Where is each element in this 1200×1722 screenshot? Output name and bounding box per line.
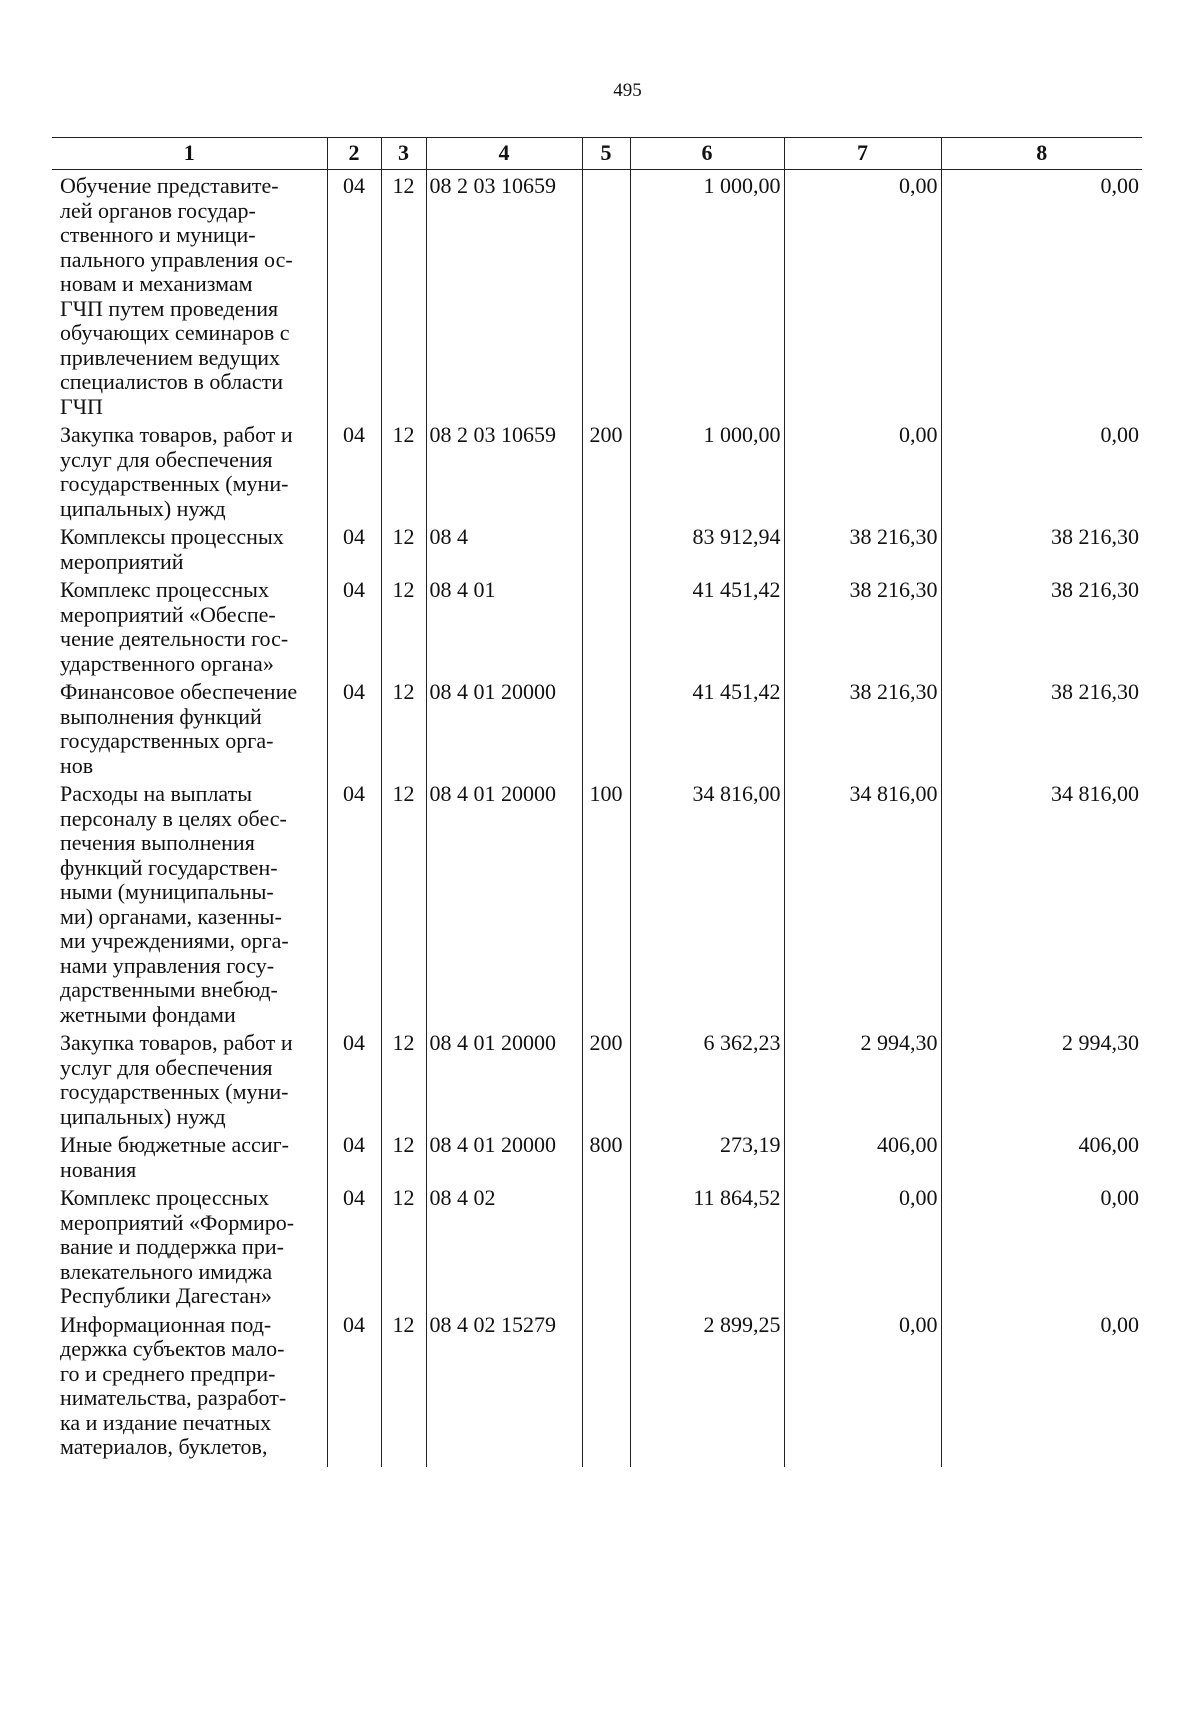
row-amount-col7: 406,00: [784, 1129, 941, 1182]
row-section-code: 04: [327, 778, 381, 1027]
row-amount-col6: 41 451,42: [630, 574, 784, 676]
row-amount-col7: 38 216,30: [784, 521, 941, 574]
row-amount-col6: 83 912,94: [630, 521, 784, 574]
row-subsection-code: 12: [381, 1129, 426, 1182]
row-name: Финансовое обеспечение выполнения функций государственных орга- нов: [60, 679, 298, 778]
row-amount-col6: 41 451,42: [630, 676, 784, 778]
row-target-article: 08 4 01 20000: [426, 676, 582, 778]
header-col-5: 5: [582, 138, 630, 170]
header-col-3: 3: [381, 138, 426, 170]
row-target-article: 08 4 02: [426, 1182, 582, 1309]
row-section-code: 04: [327, 170, 381, 420]
table-row: [52, 1182, 1142, 1309]
row-amount-col8: 38 216,30: [941, 574, 1142, 676]
header-col-7: 7: [784, 138, 941, 170]
row-expense-type: 800: [582, 1129, 630, 1182]
header-col-1: 1: [52, 138, 327, 170]
row-amount-col6: 1 000,00: [630, 419, 784, 521]
row-amount-col6: 34 816,00: [630, 778, 784, 1027]
row-target-article: 08 4 02 15279: [426, 1309, 582, 1467]
row-subsection-code: 12: [381, 1309, 426, 1467]
table-row: [52, 170, 1142, 420]
row-target-article: 08 4 01: [426, 574, 582, 676]
page-number: 495: [613, 80, 642, 101]
row-amount-col8: 0,00: [941, 419, 1142, 521]
row-target-article: 08 4 01 20000: [426, 778, 582, 1027]
row-subsection-code: 12: [381, 778, 426, 1027]
row-subsection-code: 12: [381, 676, 426, 778]
row-subsection-code: 12: [381, 574, 426, 676]
row-name: Закупка товаров, работ и услуг для обеспечения государственных (муни- ципальных) нужд: [60, 1030, 293, 1129]
row-name: Комплекс процессных мероприятий «Формиро- вание и поддержка при- влекательного имиджа Республики Дагестан»: [60, 1185, 295, 1308]
row-amount-col6: 11 864,52: [630, 1182, 784, 1309]
table-row: [52, 1309, 1142, 1467]
row-name: Закупка товаров, работ и услуг для обеспечения государственных (муни- ципальных) нужд: [60, 422, 293, 521]
row-expense-type: [582, 574, 630, 676]
row-expense-type: [582, 521, 630, 574]
row-name: Иные бюджетные ассиг- нования: [60, 1132, 289, 1182]
row-amount-col7: 0,00: [784, 1182, 941, 1309]
row-section-code: 04: [327, 521, 381, 574]
row-subsection-code: 12: [381, 1027, 426, 1129]
row-amount-col8: 2 994,30: [941, 1027, 1142, 1129]
row-expense-type: 200: [582, 419, 630, 521]
row-section-code: 04: [327, 1027, 381, 1129]
row-amount-col6: 1 000,00: [630, 170, 784, 420]
row-name: Комплекс процессных мероприятий «Обеспе- чение деятельности гос- ударственного органа»: [60, 577, 289, 676]
table-row: [52, 574, 1142, 676]
row-amount-col8: 0,00: [941, 170, 1142, 420]
row-amount-col7: 38 216,30: [784, 574, 941, 676]
table-row: [52, 521, 1142, 574]
row-subsection-code: 12: [381, 419, 426, 521]
row-amount-col7: 0,00: [784, 419, 941, 521]
header-col-8: 8: [941, 138, 1142, 170]
row-amount-col8: 0,00: [941, 1309, 1142, 1467]
row-section-code: 04: [327, 1129, 381, 1182]
row-amount-col6: 6 362,23: [630, 1027, 784, 1129]
table-row: [52, 1129, 1142, 1182]
row-section-code: 04: [327, 676, 381, 778]
row-name: Расходы на выплаты персоналу в целях обес- печения выполнения функций государствен- ными (муниципальны- ми) органами, казенны- ми учреждениями, орга- нами управления госу- дарственными внебюд- жетными фондами: [60, 781, 289, 1027]
row-subsection-code: 12: [381, 521, 426, 574]
row-target-article: 08 4 01 20000: [426, 1027, 582, 1129]
table-row: [52, 778, 1142, 1027]
row-name: Комплексы процессных мероприятий: [60, 524, 284, 574]
row-amount-col8: 38 216,30: [941, 676, 1142, 778]
row-amount-col6: 273,19: [630, 1129, 784, 1182]
row-amount-col7: 0,00: [784, 170, 941, 420]
row-target-article: 08 2 03 10659: [426, 419, 582, 521]
row-section-code: 04: [327, 1182, 381, 1309]
header-col-2: 2: [327, 138, 381, 170]
budget-table: [52, 137, 1142, 1467]
row-name: Обучение представите- лей органов государ- ственного и муници- пального управления ос- новам и механизмам ГЧП путем проведения обучающих семинаров с привлечением ведущих специалистов в области ГЧП: [60, 173, 293, 419]
header-col-4: 4: [426, 138, 582, 170]
row-amount-col8: 406,00: [941, 1129, 1142, 1182]
row-amount-col7: 38 216,30: [784, 676, 941, 778]
table-header-row: [52, 138, 1142, 170]
row-expense-type: [582, 1182, 630, 1309]
row-target-article: 08 2 03 10659: [426, 170, 582, 420]
row-section-code: 04: [327, 419, 381, 521]
table-row: [52, 1027, 1142, 1129]
row-subsection-code: 12: [381, 1182, 426, 1309]
row-amount-col8: 0,00: [941, 1182, 1142, 1309]
row-amount-col8: 34 816,00: [941, 778, 1142, 1027]
row-amount-col8: 38 216,30: [941, 521, 1142, 574]
row-name: Информационная под- держка субъектов мало- го и среднего предпри- нимательства, разработ- ка и издание печатных материалов, буклетов,: [60, 1311, 287, 1459]
row-expense-type: 100: [582, 778, 630, 1027]
table-row: [52, 676, 1142, 778]
row-expense-type: [582, 676, 630, 778]
row-expense-type: [582, 1309, 630, 1467]
row-target-article: 08 4 01 20000: [426, 1129, 582, 1182]
row-expense-type: 200: [582, 1027, 630, 1129]
table-body: [52, 170, 1142, 1467]
row-amount-col7: 34 816,00: [784, 778, 941, 1027]
table-row: [52, 419, 1142, 521]
row-subsection-code: 12: [381, 170, 426, 420]
row-amount-col6: 2 899,25: [630, 1309, 784, 1467]
row-section-code: 04: [327, 1309, 381, 1467]
row-section-code: 04: [327, 574, 381, 676]
header-col-6: 6: [630, 138, 784, 170]
row-expense-type: [582, 170, 630, 420]
row-amount-col7: 2 994,30: [784, 1027, 941, 1129]
row-amount-col7: 0,00: [784, 1309, 941, 1467]
row-target-article: 08 4: [426, 521, 582, 574]
